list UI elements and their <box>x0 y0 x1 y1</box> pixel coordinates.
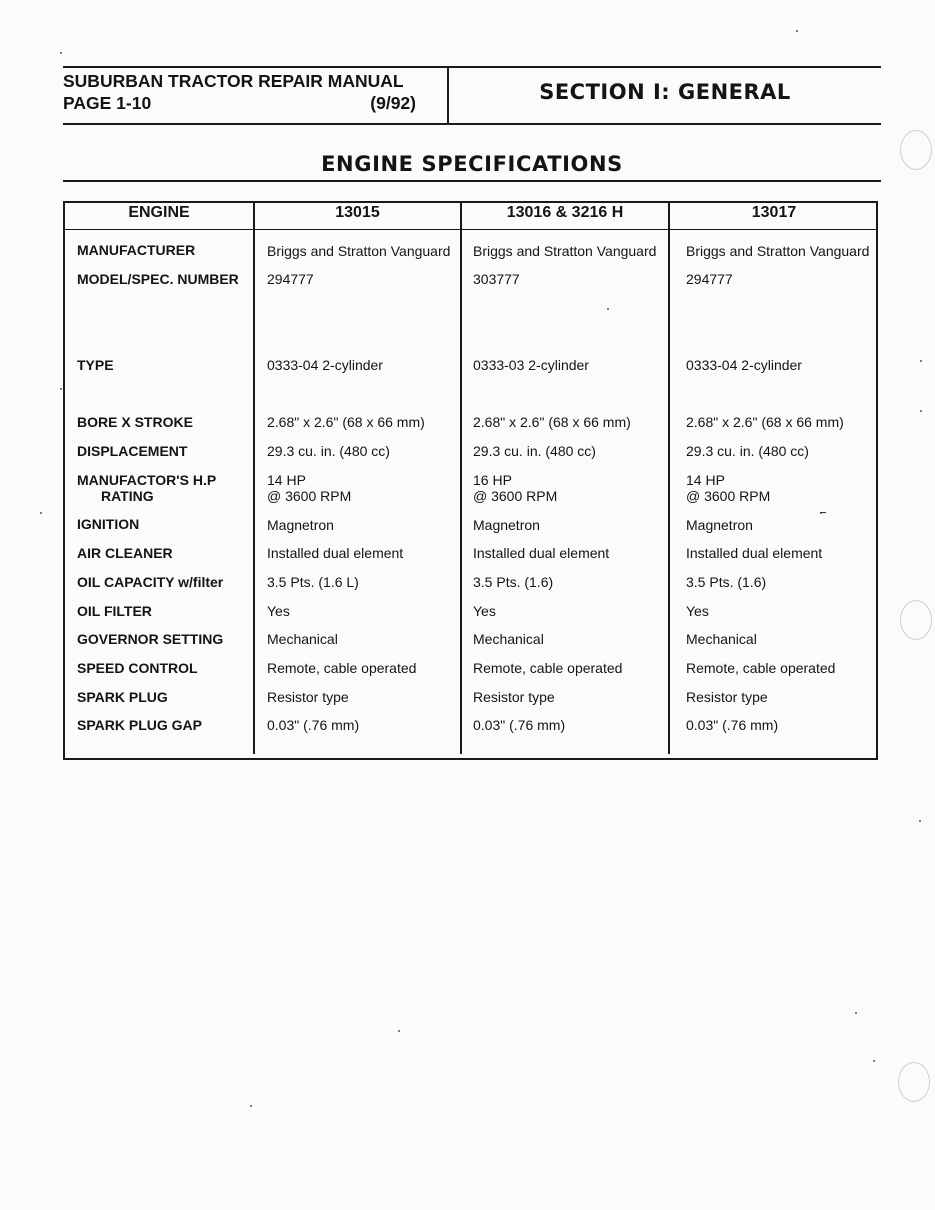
cell-13017: 294777 <box>686 271 733 287</box>
cell-13016: 2.68" x 2.6" (68 x 66 mm) <box>473 414 631 430</box>
page-title: ENGINE SPECIFICATIONS <box>321 152 623 176</box>
cell-13017: Resistor type <box>686 689 768 705</box>
cell-13016: Mechanical <box>473 631 544 647</box>
cell-13015: 2.68" x 2.6" (68 x 66 mm) <box>267 414 425 430</box>
cell-13017: Briggs and Stratton Vanguard <box>686 243 870 259</box>
cell-13016: Briggs and Stratton Vanguard <box>473 243 657 259</box>
binder-hole-bottom <box>898 1062 930 1102</box>
cell-13016: Resistor type <box>473 689 555 705</box>
cell-13017: Magnetron <box>686 517 753 533</box>
row-label: TYPE <box>77 357 114 373</box>
cell-13016: 0333-03 2-cylinder <box>473 357 589 373</box>
cell-13017: 0.03" (.76 mm) <box>686 717 779 733</box>
cell-13015: Remote, cable operated <box>267 660 417 676</box>
col-header-13015: 13015 <box>335 204 380 221</box>
col-divider-3 <box>668 201 670 754</box>
cell-13015: 294777 <box>267 271 314 287</box>
row-label: IGNITION <box>77 516 140 532</box>
manual-title: SUBURBAN TRACTOR REPAIR MANUAL <box>63 71 404 91</box>
row-label: OIL FILTER <box>77 603 152 619</box>
cell-13017: Remote, cable operated <box>686 660 836 676</box>
revision-date: (9/92) <box>370 93 416 113</box>
scan-dash <box>820 512 826 513</box>
cell-13017: 29.3 cu. in. (480 cc) <box>686 443 809 459</box>
row-label: GOVERNOR SETTING <box>77 631 224 647</box>
cell-13016: Magnetron <box>473 517 540 533</box>
cell-13017: 14 HP <box>686 472 725 488</box>
cell-13015: Yes <box>267 603 290 619</box>
cell-13016: Installed dual element <box>473 545 610 561</box>
cell-13016: 303777 <box>473 271 520 287</box>
cell-13016: 3.5 Pts. (1.6) <box>473 574 554 590</box>
cell-13015: Magnetron <box>267 517 334 533</box>
cell-13015: Briggs and Stratton Vanguard <box>267 243 451 259</box>
cell-13017: 3.5 Pts. (1.6) <box>686 574 767 590</box>
cell-13017: 2.68" x 2.6" (68 x 66 mm) <box>686 414 844 430</box>
cell-13017: Installed dual element <box>686 545 823 561</box>
cell-13015: 0333-04 2-cylinder <box>267 357 383 373</box>
row-label: MODEL/SPEC. NUMBER <box>77 271 239 287</box>
cell-13016: 29.3 cu. in. (480 cc) <box>473 443 596 459</box>
row-label: DISPLACEMENT <box>77 443 188 459</box>
cell-13015: Resistor type <box>267 689 349 705</box>
header-row-rule <box>63 229 878 230</box>
cell-13015: 14 HP <box>267 472 306 488</box>
cell-13016-rpm: @ 3600 RPM <box>473 488 558 504</box>
header-left <box>63 70 448 114</box>
row-label: MANUFACTOR'S H.P <box>77 472 217 488</box>
row-label-continued: RATING <box>101 488 154 504</box>
cell-13015: Mechanical <box>267 631 338 647</box>
col-divider-1 <box>253 201 255 754</box>
cell-13016: 16 HP <box>473 472 512 488</box>
cell-13016: Yes <box>473 603 496 619</box>
row-label: AIR CLEANER <box>77 545 173 561</box>
row-label: OIL CAPACITY w/filter <box>77 574 224 590</box>
binder-hole-top <box>900 130 932 170</box>
cell-13017: Yes <box>686 603 709 619</box>
row-label: BORE X STROKE <box>77 414 193 430</box>
cell-13017: Mechanical <box>686 631 757 647</box>
col-header-13016: 13016 & 3216 H <box>506 204 624 221</box>
row-label: SPARK PLUG <box>77 689 168 705</box>
cell-13015: 0.03" (.76 mm) <box>267 717 360 733</box>
col-header-13017: 13017 <box>751 204 797 221</box>
cell-13015: Installed dual element <box>267 545 404 561</box>
page-number: PAGE 1-10 <box>63 93 152 113</box>
row-label: SPARK PLUG GAP <box>77 717 202 733</box>
header-bottom-rule <box>63 123 881 125</box>
cell-13017: 0333-04 2-cylinder <box>686 357 802 373</box>
row-label: MANUFACTURER <box>77 242 196 258</box>
section-title: SECTION I: GENERAL <box>539 80 791 104</box>
col-divider-2 <box>460 201 462 754</box>
cell-13017-rpm: @ 3600 RPM <box>686 488 771 504</box>
col-header-engine: ENGINE <box>128 204 190 221</box>
cell-13016: Remote, cable operated <box>473 660 623 676</box>
binder-hole-middle <box>900 600 932 640</box>
title-rule <box>63 180 881 182</box>
header-top-rule <box>63 66 881 68</box>
cell-13015: 29.3 cu. in. (480 cc) <box>267 443 390 459</box>
cell-13016: 0.03" (.76 mm) <box>473 717 566 733</box>
cell-13015-rpm: @ 3600 RPM <box>267 488 352 504</box>
row-label: SPEED CONTROL <box>77 660 198 676</box>
cell-13015: 3.5 Pts. (1.6 L) <box>267 574 359 590</box>
